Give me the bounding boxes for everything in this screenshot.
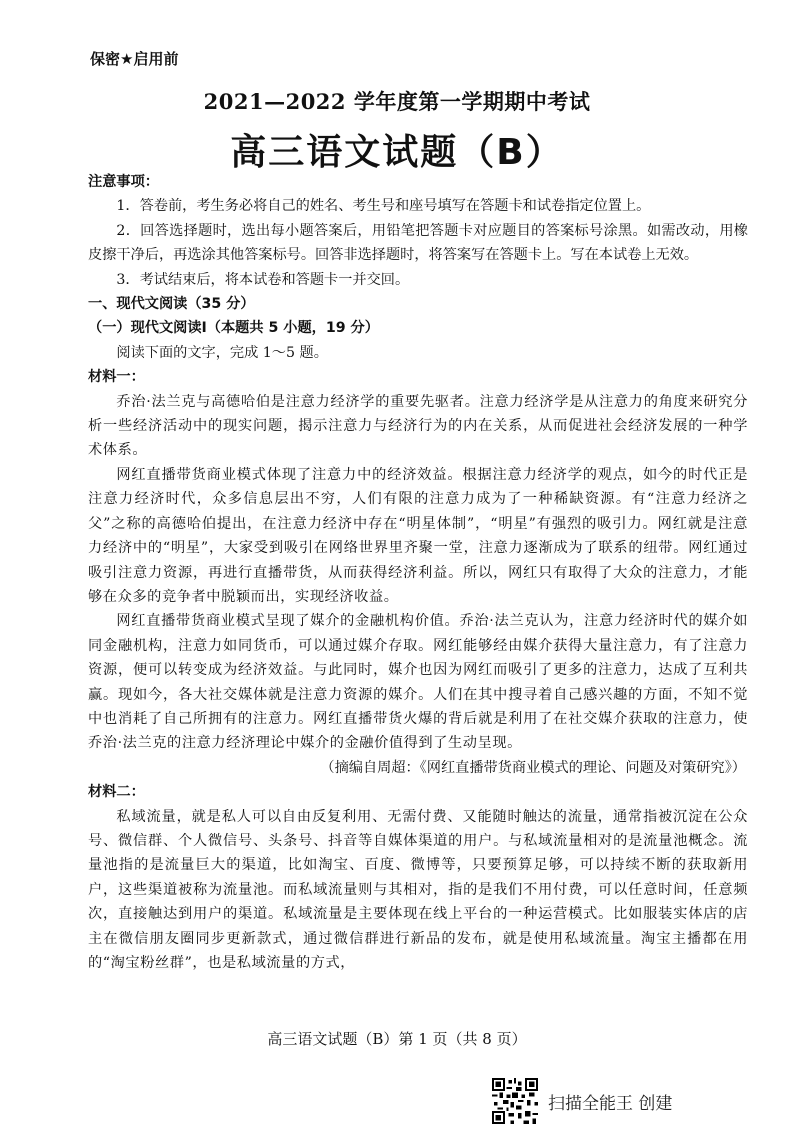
section-heading: 一、现代文阅读（35 分） — [88, 296, 255, 313]
notice-item-1: 1．答卷前，考生务必将自己的姓名、考生号和座号填写在答题卡和试卷指定位置上。 — [116, 198, 651, 215]
material-1-paragraph-1: 乔治·法兰克与高德哈伯是注意力经济学的重要先驱者。注意力经济学是从注意力的角度来研究分析一些经济活动中的现实问题，揭示注意力与经济行为的内在关系，从而促进社会经济发展的一种学术体系。 — [88, 393, 748, 459]
material-1-paragraph-2: 网红直播带货商业模式体现了注意力中的经济效益。根据注意力经济学的观点，如今的时代正是注意力经济时代，众多信息层出不穷，人们有限的注意力成为了一种稀缺资源。有“注意力经济之父”之称的高德哈伯提出，在注意力经济中存在“明星体制”，“明星”有强烈的吸引力。网红就是注意力经济中的“明星”，大家受到吸引在网络世界里齐聚一堂，注意力逐渐成为了联系的纽带。网红通过吸引注意力资源，再进行直播带货，从而获得经济利益。所以，网红只有取得了大众的注意力，才能够在众多的竞争者中脱颖而出，实现经济收益。 — [88, 466, 748, 605]
scanner-label: 扫描全能王 创建 — [548, 1093, 673, 1114]
material-1-paragraph-3: 网红直播带货商业模式呈现了媒介的金融机构价值。乔治·法兰克认为，注意力经济时代的媒介如同金融机构，注意力如同货币，可以通过媒介存取。网红能够经由媒介获得大量注意力，有了注意力资源，便可以转变成为经济效益。与此同时，媒介也因为网红而吸引了更多的注意力，达成了互利共赢。现如今，各大社交媒体就是注意力资源的媒介。人们在其中搜寻着自己感兴趣的方面，不知不觉中也消耗了自己所拥有的注意力。网红直播带货火爆的背后就是利用了在社交媒介获取的注意力，使乔治·法兰克的注意力经济理论中媒介的金融价值得到了生动呈现。 — [88, 613, 748, 752]
material-2-label: 材料二： — [88, 784, 145, 801]
paper-body — [88, 170, 748, 975]
sub-section-heading: （一）现代文阅读Ⅰ（本题共 5 小题，19 分） — [88, 320, 379, 337]
notice-item-3: 3．考试结束后，将本试卷和答题卡一并交回。 — [116, 271, 410, 288]
notice-item-2: 2．回答选择题时，选出每小题答案后，用铅笔把答题卡对应题目的答案标号涂黑。如需改动，用橡皮擦干净后，再选涂其他答案标号。回答非选择题时，将答案写在答题卡上。写在本试卷上无效。 — [88, 222, 748, 264]
material-1-label: 材料一： — [88, 369, 145, 386]
exam-title: 2021—2022 学年度第一学期期中考试 — [203, 89, 591, 114]
material-2-paragraph-1: 私域流量，就是私人可以自由反复利用、无需付费、又能随时触达的流量，通常指被沉淀在公众号、微信群、个人微信号、头条号、抖音等自媒体渠道的用户。与私域流量相对的是流量池概念。流量池指的是流量巨大的渠道，比如淘宝、百度、微博等，只要预算足够，可以持续不断的获取新用户，这些渠道被称为流量池。而私域流量则与其相对，指的是我们不用付费，可以任意时间，任意频次，直接触达到用户的渠道。私域流量是主要体现在线上平台的一种运营模式。比如服装实体店的店主在微信朋友圈同步更新款式，通过微信群进行新品的发布，就是使用私域流量。淘宝主播都在用的“淘宝粉丝群”，也是私域流量的方式， — [88, 808, 748, 971]
scanner-watermark — [492, 1078, 672, 1124]
reading-instruction: 阅读下面的文字，完成 1～5 题。 — [116, 344, 328, 361]
material-1-source: （摘编自周超：《网红直播带货商业模式的理论、问题及对策研究》） — [320, 759, 746, 776]
qr-code-icon — [492, 1078, 538, 1124]
page-footer: 高三语文试题（B）第 1 页（共 8 页） — [267, 1030, 527, 1048]
confidential-mark: 保密★启用前 — [90, 50, 179, 68]
notice-heading: 注意事项： — [88, 174, 159, 190]
paper-title: 高三语文试题（B） — [230, 132, 564, 173]
